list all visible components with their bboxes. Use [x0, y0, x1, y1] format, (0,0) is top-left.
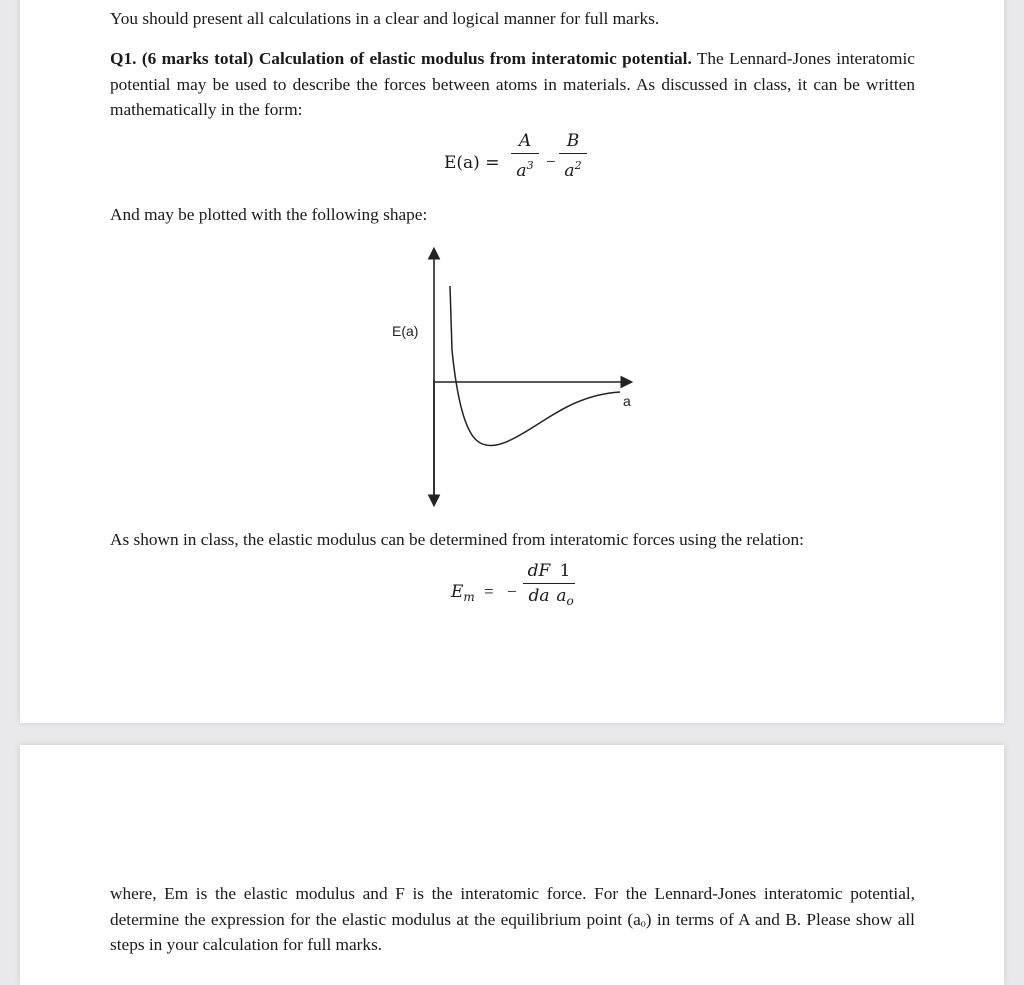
eq1-den1-exp: 3: [526, 159, 534, 172]
eq1-num2: B: [566, 131, 580, 151]
potential-curve: [450, 286, 620, 446]
eq2-den2: a: [556, 586, 567, 606]
eq2-fraction-1: [523, 560, 555, 607]
y-axis-label: E(a): [392, 323, 419, 339]
eq1-den2: a: [564, 161, 575, 181]
eq2-fraction-2: [555, 560, 575, 612]
eq2-den1: da: [528, 586, 550, 606]
intro-text: You should present all calculations in a clear and logical manner for full marks.: [110, 9, 660, 28]
eq2-minus: −: [507, 582, 517, 601]
eq1-den1: a: [516, 161, 527, 181]
eq1-minus: −: [546, 152, 556, 171]
eq2-lhs: [451, 582, 475, 604]
where-paragraph: where, Em is the elastic modulus and F is the interatomic force. For the Lennard-Jones interatomic potential, determine the expression for the elastic modulus at the equilibrium point (aₒ) in terms of A and B. Please show all steps in your calculation for full marks.: [110, 884, 915, 954]
eq2-equals: =: [484, 582, 494, 601]
document-page-2: [20, 745, 1004, 985]
relation-text: As shown in class, the elastic modulus can be determined from interatomic forces using the relation:: [110, 530, 804, 549]
potential-energy-plot: [20, 0, 1004, 723]
eq2-lhs-sub: m: [463, 590, 475, 604]
plot-intro-text: And may be plotted with the following shape:: [110, 205, 428, 224]
eq1-den2-exp: 2: [574, 159, 582, 172]
eq2-lhs-symbol: E: [451, 582, 464, 602]
eq1-lhs: E(a) =: [444, 153, 500, 173]
x-axis-label: a: [623, 393, 631, 409]
eq2-num1: dF: [527, 561, 551, 581]
question-1-heading: Q1. (6 marks total) Calculation of elastic modulus from interatomic potential.: [110, 49, 692, 68]
eq2-num2: 1: [559, 561, 571, 581]
eq2-den2-sub: o: [566, 594, 574, 608]
question-1-body: The Lennard-Jones interatomic potential may be used to describe the forces between atoms in materials. As discussed in class, it can be written mathematically in the form:: [110, 49, 915, 119]
eq1-num1: A: [518, 131, 532, 151]
document-page-1: [20, 0, 1004, 723]
